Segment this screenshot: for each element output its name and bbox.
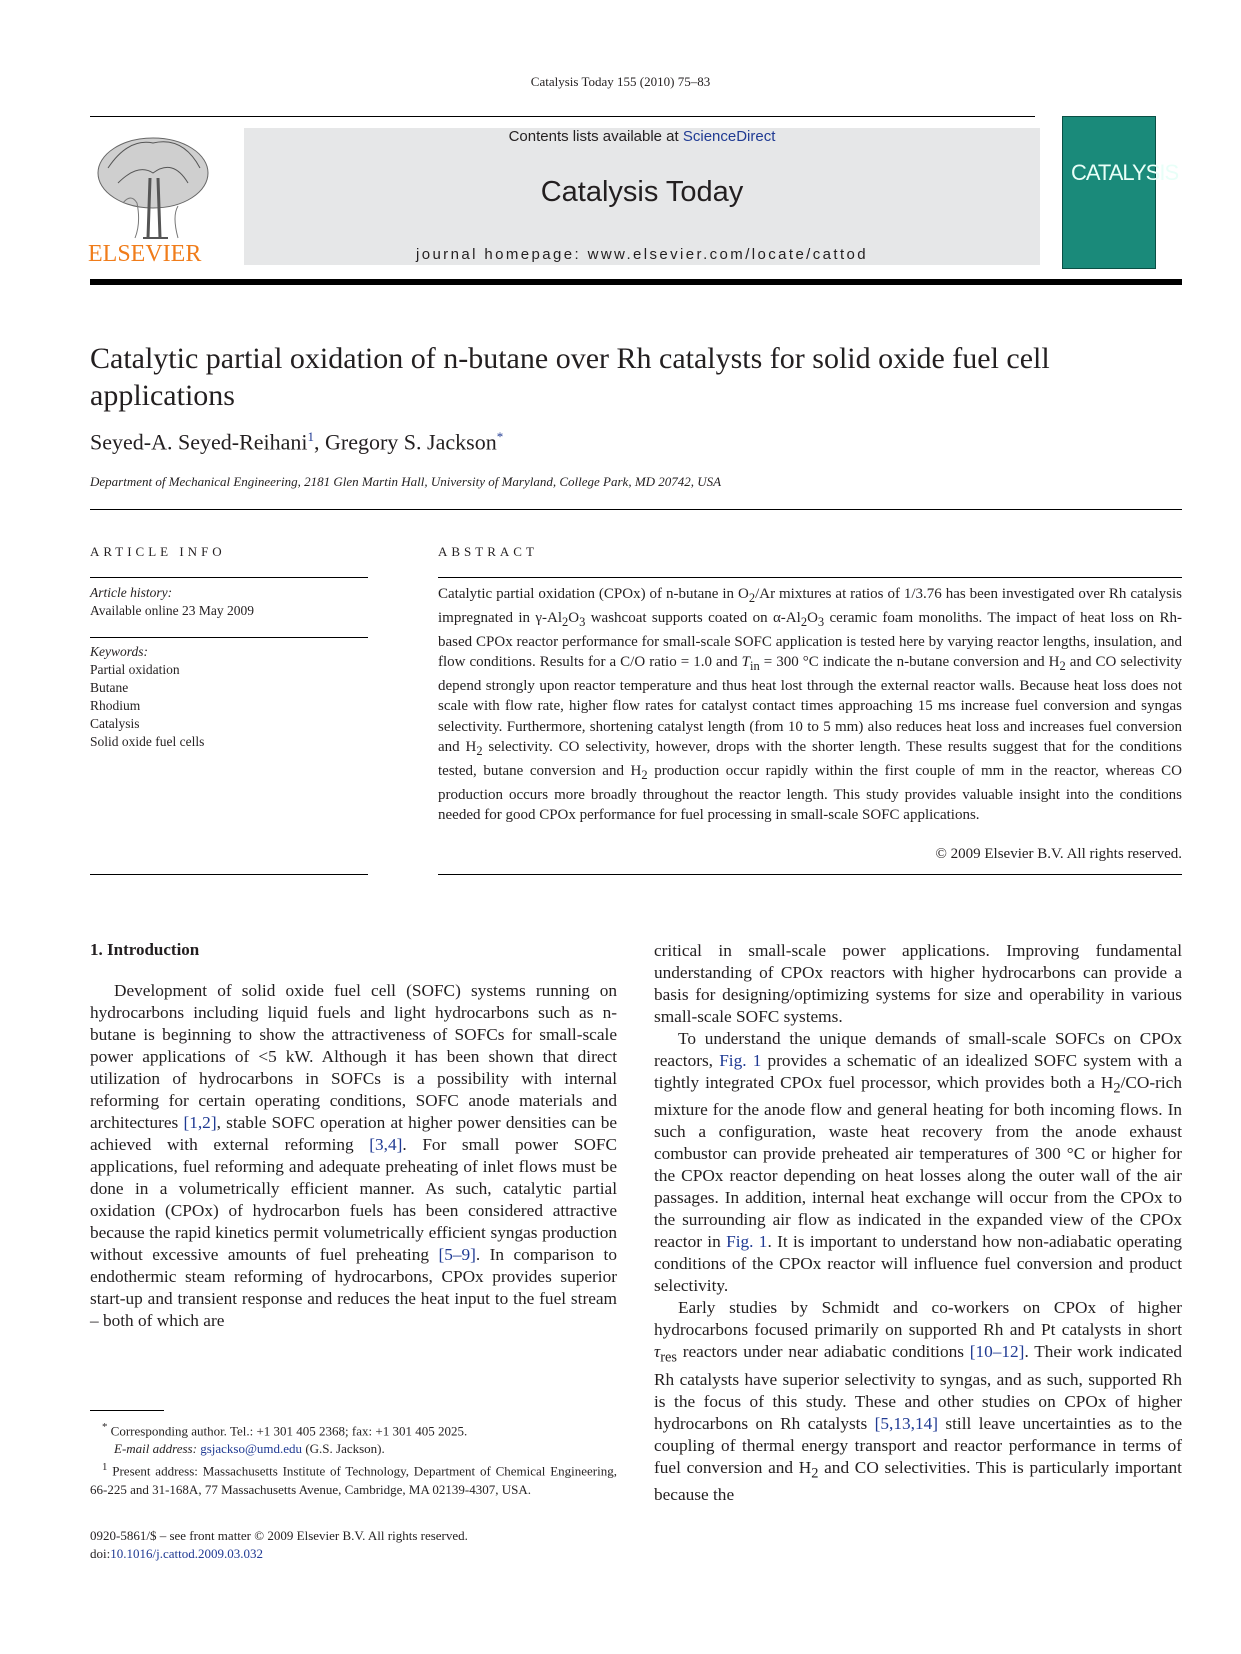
- article-info-rule-mid: [90, 637, 368, 638]
- citation-link[interactable]: [3,4]: [369, 1135, 403, 1154]
- affiliation-rule: [90, 509, 1182, 510]
- keywords-label: Keywords:: [90, 644, 148, 659]
- elsevier-logo: [88, 128, 218, 268]
- citation-link[interactable]: [5,13,14]: [874, 1413, 938, 1433]
- running-head: Catalysis Today 155 (2010) 75–83: [530, 74, 711, 89]
- contents-line: [244, 128, 1040, 145]
- keyword: Rhodium: [90, 698, 141, 713]
- elsevier-wordmark: ELSEVIER: [88, 241, 202, 267]
- keyword: Solid oxide fuel cells: [90, 734, 205, 749]
- figure-link[interactable]: Fig. 1: [719, 1051, 762, 1070]
- issn-line: 0920-5861/$ – see front matter © 2009 Elsevier B.V. All rights reserved.: [90, 1528, 468, 1543]
- front-matter: [90, 1527, 617, 1563]
- history-value: Available online 23 May 2009: [90, 603, 254, 618]
- header-rule: [90, 116, 1035, 117]
- footnote-present-address: $^1$ Present address: Massachusetts Institute of Technology, Department of Chemical Engineering, 66-225 and 31-168A, 77 Massachusetts Avenue, Cambridge, MA 02139-4307, USA.: [90, 1461, 617, 1497]
- citation-link[interactable]: [5–9]: [438, 1245, 476, 1264]
- journal-title: Catalysis Today: [540, 176, 744, 208]
- body-column-left: [90, 980, 617, 1332]
- author-1: Seyed-A. Seyed-Reihani: [90, 429, 308, 455]
- abstract-text: Catalytic partial oxidation (CPOx) of n-butane in $O_2/Ar$ mixtures at ratios of 1/3.76 has been investigated over Rh catalysis impregnated in $\gamma-Al_2O_3$ washcoat supports coated on $\alpha-Al_2O_3$ ceramic foam monoliths. The impact of heat loss on Rh-based CPOx reactor performance for small-scale SOFC application is tested here by varying reactor lengths, insulation, and flow conditions. Results for a C/O ratio = 1.0 and $T_{in} = 300$ °C indicate the n-butane conversion and $H_2$ and CO selectivity depend strongly upon reactor temperature and thus heat lost through the external reactor walls. Because heat loss does not scale with flow rate, higher flow rates for catalyst contact times approaching 15 ms increase fuel conversion and syngas selectivity. Furthermore, shortening catalyst length (from 10 to 5 mm) also reduces heat loss and increases fuel conversion and $H_2$ selectivity. CO selectivity, however, drops with the shorter length. These results suggest that for the conditions tested, butane conversion and $H_2$ production occur rapidly within the first couple of mm in the reactor, whereas CO production occurs more broadly throughout the reactor length. This study provides valuable insight into the conditions needed for good CPOx performance for fuel processing in small-scale SOFC applications.: [438, 586, 1183, 823]
- abstract-rule-bottom: [438, 874, 1182, 875]
- footnote-corresponding: * Corresponding author. Tel.: +1 301 405 2368; fax: +1 301 405 2025.: [102, 1421, 468, 1439]
- footnote-email: E-mail address: gsjackso@umd.edu (G.S. Jackson).: [114, 1441, 385, 1457]
- paragraph: critical in small-scale power applications. Improving fundamental understanding of CPOx reactors with higher hydrocarbons can provide a basis for designing/optimizing systems for size and operability in various small-scale SOFC systems.: [654, 941, 1182, 1026]
- masthead-rule: [90, 279, 1182, 285]
- doi-link[interactable]: 10.1016/j.cattod.2009.03.032: [110, 1546, 263, 1561]
- abstract-copyright: © 2009 Elsevier B.V. All rights reserved.: [935, 846, 1182, 862]
- doi-line: doi:10.1016/j.cattod.2009.03.032: [90, 1546, 263, 1561]
- keyword: Butane: [90, 680, 129, 695]
- email-link[interactable]: gsjackso@umd.edu: [200, 1441, 303, 1457]
- sciencedirect-link[interactable]: ScienceDirect: [682, 128, 776, 145]
- journal-cover-image: [1062, 116, 1156, 269]
- paragraph: Early studies by Schmidt and co-workers on CPOx of higher hydrocarbons focused primarily on supported Rh and Pt catalysts in short $\tau_{res}$ reactors under near adiabatic conditions [10–12]. Their work indicated Rh catalysts have superior selectivity to syngas, and as such, supported Rh is the focus of this study. These and other studies on CPOx of higher hydrocarbons on Rh catalysts [5,13,14] still leave uncertainties as to the coupling of thermal energy transport and reactor performance in terms of fuel conversion and $H_2$ and CO selectivities. This is particularly important because the: [654, 1298, 1183, 1505]
- body-column-right: [654, 940, 1182, 1506]
- citation-link[interactable]: [1,2]: [183, 1113, 217, 1132]
- footnotes: [90, 1418, 617, 1499]
- section-heading-introduction: 1. Introduction: [90, 940, 200, 959]
- journal-homepage[interactable]: journal homepage: www.elsevier.com/locate/cattod: [415, 246, 869, 263]
- cover-title: CATALYSIS: [1071, 160, 1179, 185]
- author-1-footnote-mark[interactable]: 1: [307, 429, 314, 444]
- article-title: Catalytic partial oxidation of n-butane over Rh catalysts for solid oxide fuel cell applications: [90, 342, 1050, 412]
- figure-link[interactable]: Fig. 1: [726, 1232, 768, 1252]
- author-2: Gregory S. Jackson: [325, 429, 497, 455]
- journal-masthead: [244, 128, 1040, 265]
- article-info-rule-top: [90, 577, 368, 578]
- keyword: Catalysis: [90, 716, 140, 731]
- abstract-heading: ABSTRACT: [438, 544, 538, 559]
- author-separator: ,: [314, 429, 325, 455]
- history-label: Article history:: [90, 585, 173, 600]
- article-history: [90, 584, 254, 620]
- contents-prefix: Contents lists available at: [508, 128, 683, 145]
- paragraph: Development of solid oxide fuel cell (SOFC) systems running on hydrocarbons including liquid fuels and light hydrocarbons such as n-butane is beginning to show the attractiveness of SOFCs for small-scale power applications of <5 kW. Although it has been shown that direct utilization of hydrocarbons in SOFCs is a possibility with internal reforming for certain operating conditions, SOFC anode materials and architectures [1,2], stable SOFC operation at higher power densities can be achieved with external reforming [3,4]. For small power SOFC applications, fuel reforming and adequate preheating of inlet flows must be done in a volumetrically efficient manner. As such, catalytic partial oxidation (CPOx) of hydrocarbon fuels has been considered attractive because the rapid kinetics permit volumetrically efficient syngas production without excessive amounts of fuel preheating [5–9]. In comparison to endothermic steam reforming of hydrocarbons, CPOx provides superior start-up and transient response and reduces the heat input to the fuel stream – both of which are: [90, 981, 618, 1330]
- keywords: [90, 643, 204, 751]
- corresponding-author-mark[interactable]: *: [496, 429, 504, 444]
- abstract-rule-top: [438, 577, 1182, 578]
- paragraph: To understand the unique demands of small-scale SOFCs on CPOx reactors, Fig. 1 provides a schematic of an idealized SOFC system with a tightly integrated CPOx fuel processor, which provides both a $H_2/CO$-rich mixture for the anode flow and general heating for both incoming flows. In such a configuration, waste heat recovery from the anode exhaust combustor can provide preheated air temperatures of 300 °C or higher for the CPOx reactor depending on heat losses along the outer wall of the air passages. In addition, internal heat exchange will occur from the CPOx to the surrounding air flow as indicated in the expanded view of the CPOx reactor in Fig. 1. It is important to understand how non-adiabatic operating conditions of the CPOx reactor will influence fuel conversion and product selectivity.: [654, 1029, 1183, 1296]
- elsevier-tree-icon: [88, 128, 218, 268]
- keyword: Partial oxidation: [90, 662, 180, 677]
- author-list: [90, 429, 503, 455]
- footnote-rule: [90, 1410, 164, 1411]
- affiliation: Department of Mechanical Engineering, 2181 Glen Martin Hall, University of Maryland, College Park, MD 20742, USA: [90, 474, 722, 489]
- article-info-rule-bottom: [90, 874, 368, 875]
- article-info-heading: ARTICLE INFO: [90, 544, 226, 559]
- citation-link[interactable]: [10–12]: [969, 1342, 1025, 1362]
